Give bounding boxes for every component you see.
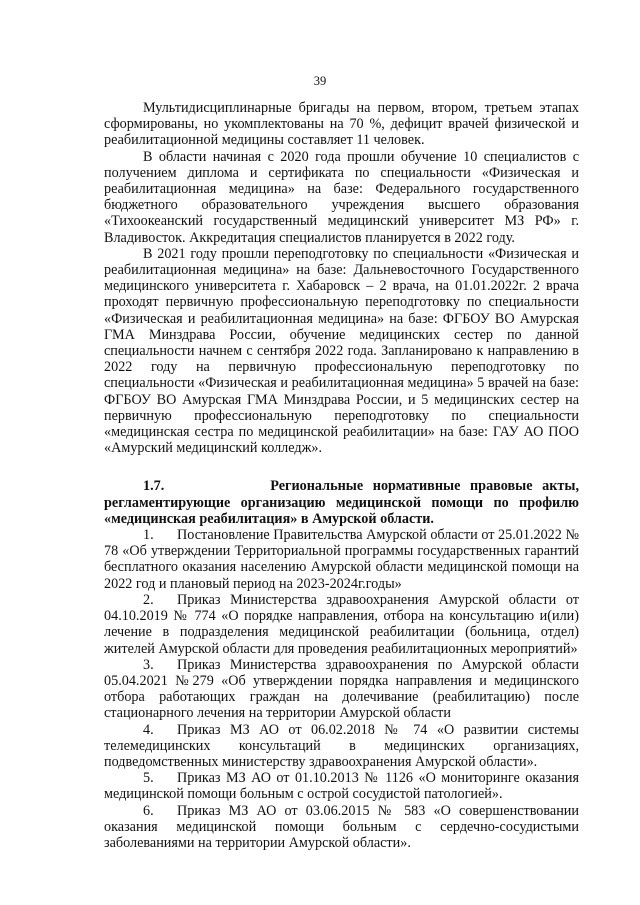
list-item-number: 3. [143, 656, 154, 673]
list-item-number: 6. [143, 802, 154, 819]
list-item [104, 592, 579, 657]
list-item-text: Приказ МЗ АО от 01.10.2013 № 1126 «О мониторинге оказания медицинской помощи больным с острой сосудистой патологией». [104, 770, 579, 803]
list-item-text: Приказ Министерства здравоохранения по Амурской области 05.04.2021 №279 «Об утверждении порядка направления и медицинского отбора работающих граждан на долечивание (реабилитацию) после стационарного лечения на территории Амурской области [104, 656, 579, 722]
list-item-text: Постановление Правительства Амурской области от 25.01.2022 № 78 «Об утверждении Территориальной программы государственных гарантий бесплатного оказания населению Амурской области медицинской помощи на 2022 год и плановый период на 2023-2024г.годы» [104, 527, 579, 592]
paragraph-training-2020: В области начиная с 2020 года прошли обучение 10 специалистов с получением диплома и сертификата по специальности «Физическая и реабилитационная медицина» на базе: Федерального государственного бюджетного образовательного учреждения высшего образования «Тихоокеанский государственный медицинский университет МЗ РФ» г. Владивосток. Аккредитация специалистов планируется в 2022 году. [104, 148, 579, 246]
list-item-text: Приказ Министерства здравоохранения Амурской области от 04.10.2019 № 774 «О порядке направления, отбора на консультацию и(или) лечение в подразделения медицинской реабилитации (больница, отдел) жителей Амурской области для проведения реабилитационных мероприятий» [104, 591, 579, 657]
list-item-number: 1. [143, 527, 154, 544]
list-item [104, 657, 579, 722]
list-item-text: Приказ МЗ АО от 03.06.2015 № 583 «О совершенствовании оказания медицинской помощи больным с сердечно-сосудистыми заболеваниями на территории Амурской области». [104, 802, 579, 851]
list-item [104, 770, 579, 802]
list-item-text: Приказ МЗ АО от 06.02.2018 № 74 «О развитии системы телемедицинских консультаций в медицинских организациях, подведомственных министерству здравоохранения Амурской области». [104, 721, 579, 770]
list-item [104, 803, 579, 852]
list-item [104, 527, 579, 592]
regulations-list [104, 527, 579, 851]
section-heading: 1.7. Региональные нормативные правовые акты, регламентирующие организацию медицинской помощи по профилю «медицинская реабилитация» в Амурской области. [104, 478, 579, 527]
list-item [104, 722, 579, 771]
page-number: 39 [313, 74, 327, 88]
document-body [104, 100, 579, 851]
paragraph-brigades: Мультидисциплинарные бригады на первом, втором, третьем этапах сформированы, но укомплектованы на 70 %, дефицит врачей физической и реабилитационной медицины составляет 11 человек. [104, 100, 579, 149]
list-item-number: 4. [143, 721, 154, 738]
list-item-number: 2. [143, 591, 154, 608]
list-item-number: 5. [143, 770, 154, 787]
paragraph-retraining-2021: В 2021 году прошли переподготовку по специальности «Физическая и реабилитационная медицина» на базе: Дальневосточного Государственного медицинского университета г. Хабаровск – 2 врача, на 01.01.2022г. 2 врача проходят первичную профессиональную переподготовку по специальности «Физическая и реабилитационная медицина» на базе: ФГБОУ ВО Амурская ГМА Минздрава России, обучение медицинских сестер по данной специальности начнем с сентября 2022 года. Запланировано к направлению в 2022 году на первичную профессиональную переподготовку по специальности «Физическая и реабилитационная медицина» 5 врачей на базе: ФГБОУ ВО Амурская ГМА Минздрава России, и 5 медицинских сестер на первичную профессиональную переподготовку по специальности «медицинская сестра по медицинской реабилитации» на базе: ГАУ АО ПОО «Амурский медицинский колледж». [104, 245, 579, 457]
